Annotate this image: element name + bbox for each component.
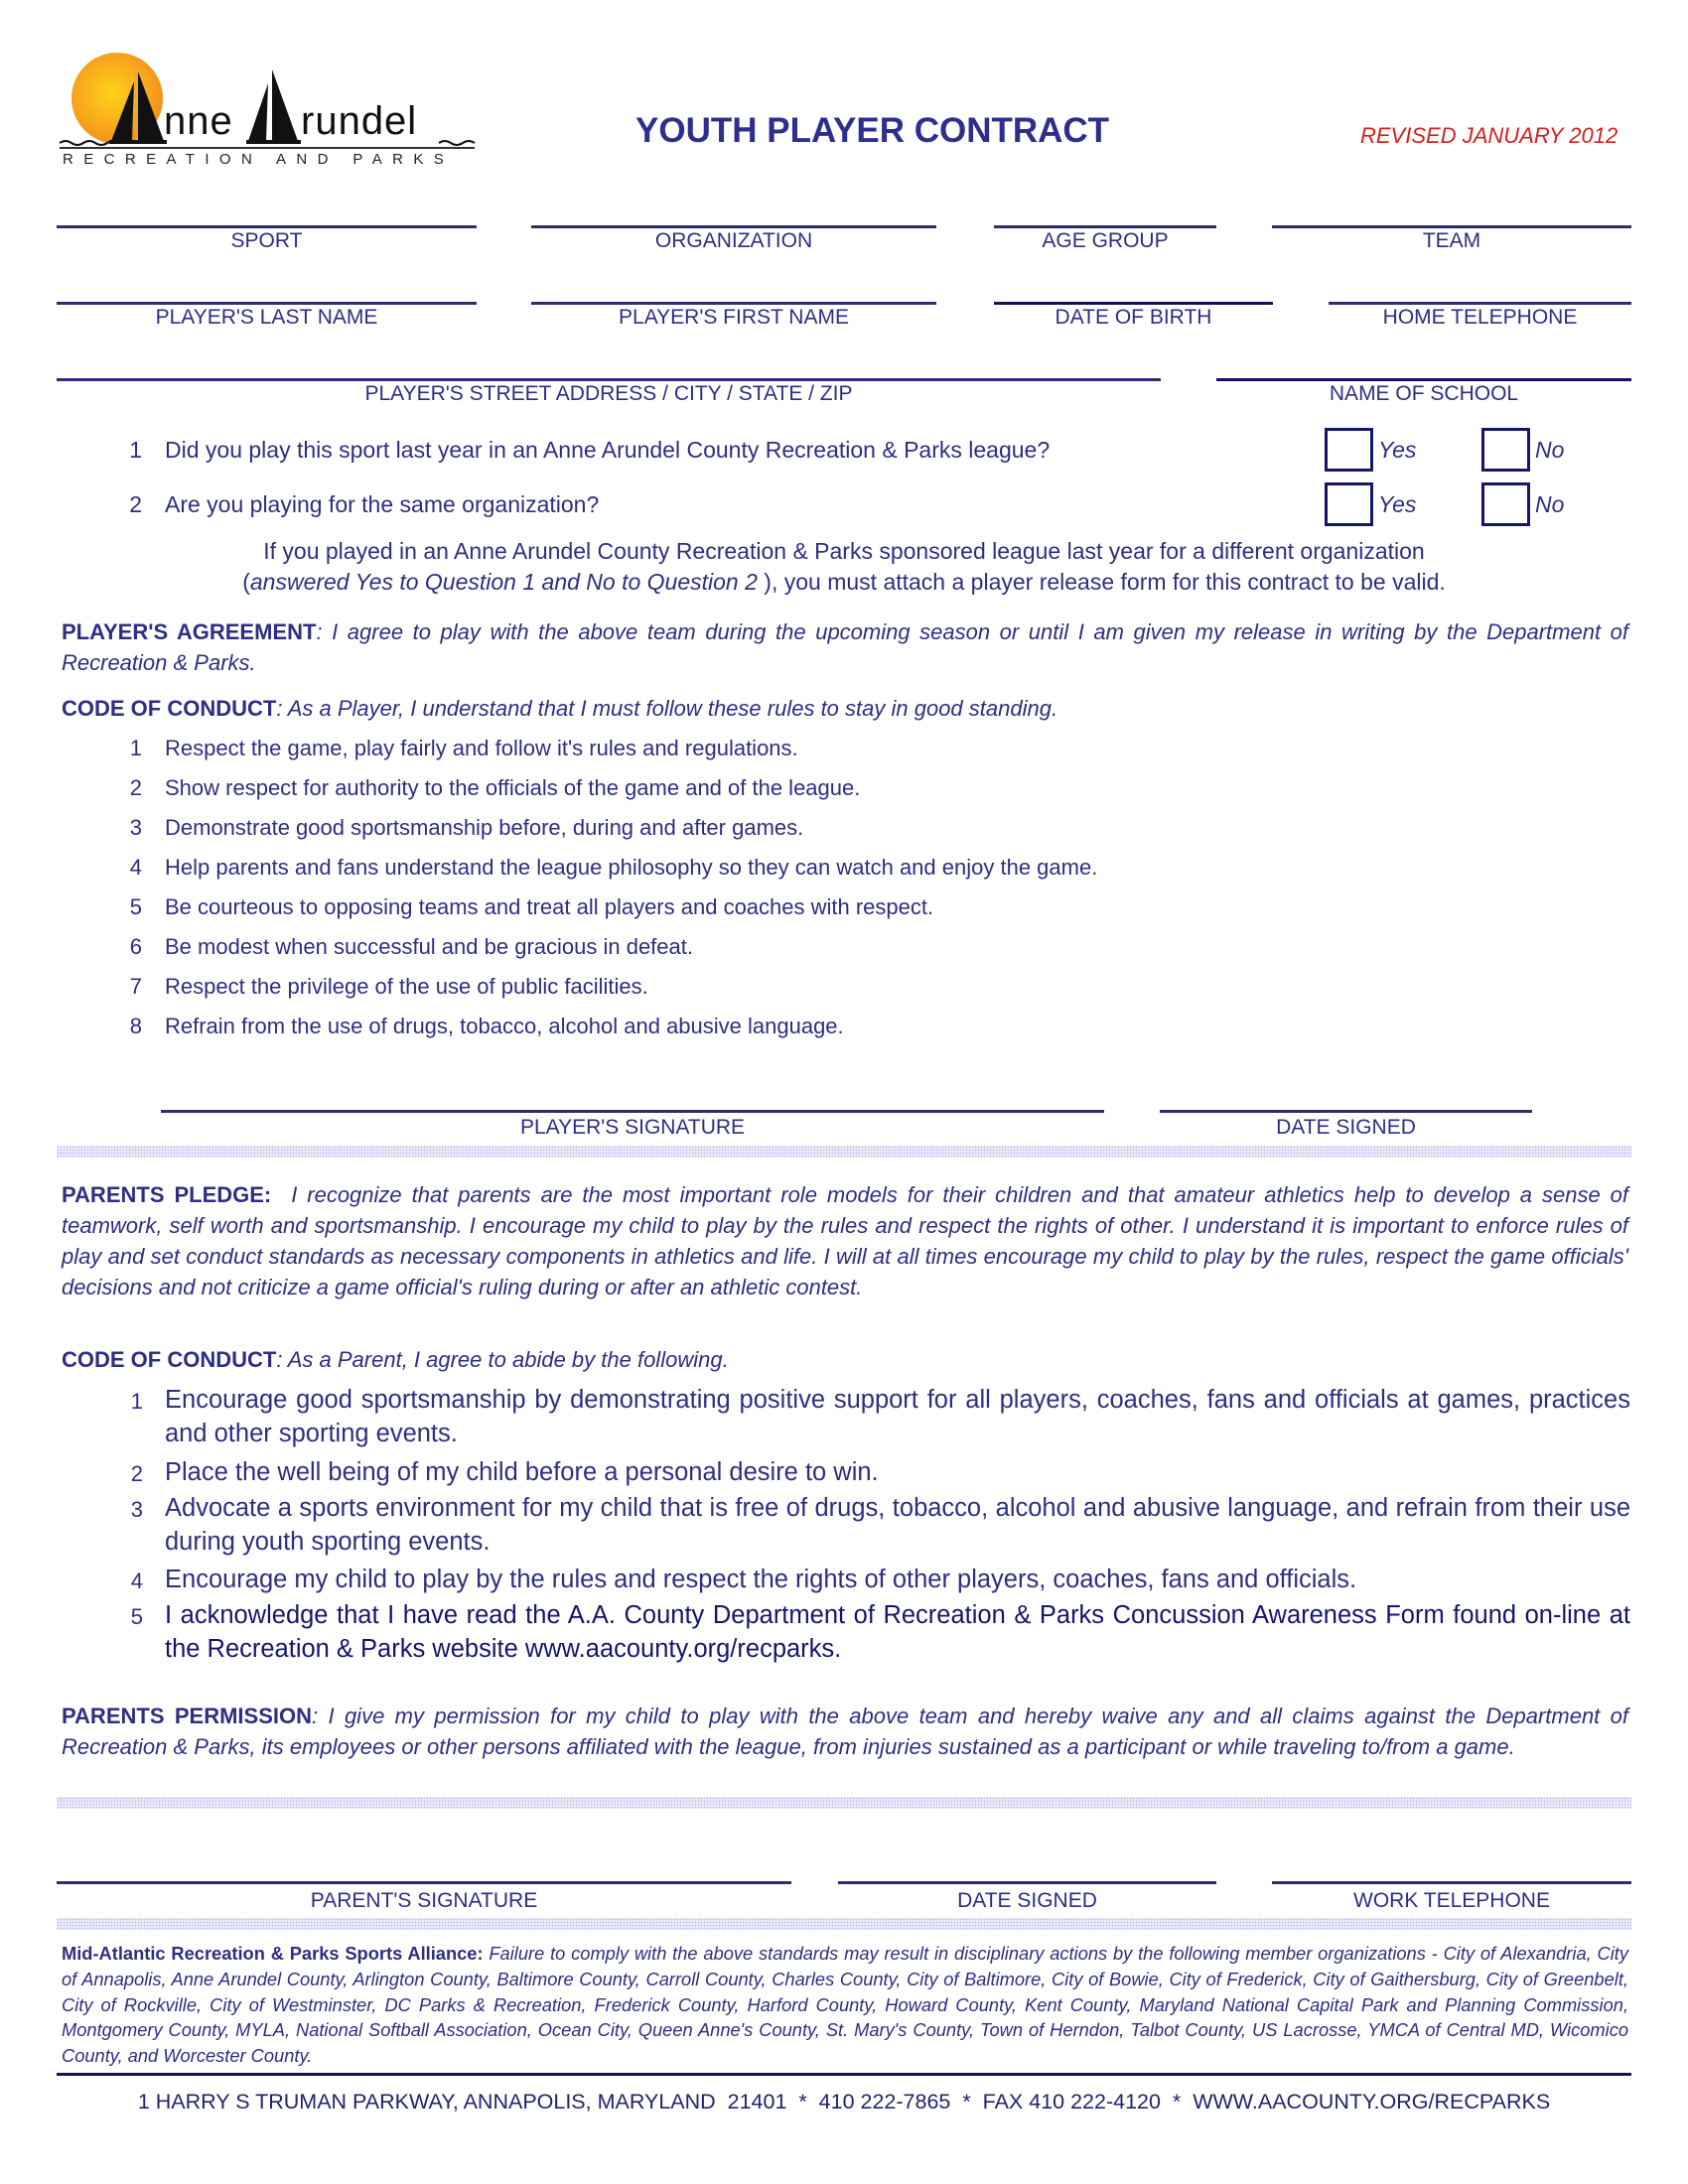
school-label: NAME OF SCHOOL	[1329, 382, 1519, 405]
conduct-item-number: 2	[129, 775, 142, 800]
logo	[55, 52, 482, 171]
address-label: PLAYER'S STREET ADDRESS / CITY / STATE / ZIP	[364, 382, 853, 405]
question-number: 1	[129, 437, 142, 463]
age-group-field[interactable]	[994, 225, 1216, 228]
parents-permission-text: : I give my permission for my child to play with the above team and hereby waive any and all claims against the Department of Recreation & Parks, its employees or other persons affiliated with the league, from injuries sustained as a participant or while traveling to/from a game.	[62, 1704, 1628, 1759]
release-note-requirement: ), you must attach a player release form for this contract to be valid.	[757, 569, 1446, 595]
q2-yes-checkbox[interactable]	[1325, 482, 1373, 526]
parent-conduct-item-text: I acknowledge that I have read the A.A. County Department of Recreation & Parks Concussion Awareness Form found on-line at the Recreation & Parks website www.aacounty.org/recparks.	[165, 1601, 1630, 1663]
parent-conduct-item-number: 3	[130, 1497, 143, 1522]
player-date-signed-field[interactable]	[1160, 1110, 1532, 1113]
parents-pledge-heading: PARENTS PLEDGE:	[62, 1182, 272, 1207]
sport-field[interactable]	[57, 225, 477, 228]
alliance-text: Failure to comply with the above standards may result in disciplinary actions by the following member organizations - City of Alexandria, City of Annapolis, Anne Arundel County, Arlington County, Baltimore County, Carroll County, Charles County, City of Baltimore, City of Bowie, City of Frederick, City of Gaithersburg, City of Greenbelt, City of Rockville, City of Westminster, DC Parks & Recreation, Frederick County, Harford County, Howard County, Kent County, Maryland National Capital Park and Planning Commission, Montgomery County, MYLA, National Softball Association, Ocean City, Queen Anne's County, St. Mary's County, Town of Herndon, Talbot County, US Lacrosse, YMCA of Central MD, Wicomico County, and Worcester County.	[62, 1943, 1628, 2067]
parent-date-signed-field[interactable]	[838, 1881, 1216, 1884]
logo-title-arundel: rundel	[301, 99, 418, 143]
conduct-item-text: Show respect for authority to the officials of the game and of the league.	[165, 775, 861, 800]
parent-conduct-item-text: Place the well being of my child before a personal desire to win.	[165, 1458, 879, 1486]
parent-conduct-item-number: 5	[130, 1604, 143, 1629]
parent-conduct-intro-text: : As a Parent, I agree to abide by the following.	[276, 1347, 729, 1372]
conduct-item-text: Be courteous to opposing teams and treat all players and coaches with respect.	[165, 894, 934, 919]
player-signature-label: PLAYER'S SIGNATURE	[519, 1116, 746, 1139]
logo-title-anne: nne	[164, 99, 233, 143]
parent-conduct-intro	[62, 1344, 1628, 1375]
team-field[interactable]	[1272, 225, 1631, 228]
alliance-notice	[62, 1941, 1628, 2069]
first-name-label: PLAYER'S FIRST NAME	[619, 306, 849, 329]
q1-no-label: No	[1535, 437, 1565, 463]
parent-conduct-item-number: 2	[130, 1461, 143, 1486]
parent-signature-field[interactable]	[57, 1881, 791, 1884]
conduct-item-text: Refrain from the use of drugs, tobacco, alcohol and abusive language.	[165, 1014, 844, 1038]
q1-yes-checkbox[interactable]	[1325, 428, 1373, 472]
q1-yes-label: Yes	[1378, 437, 1417, 463]
organization-label: ORGANIZATION	[654, 229, 813, 252]
home-telephone-label: HOME TELEPHONE	[1382, 306, 1578, 329]
release-note-line2	[57, 569, 1631, 596]
school-field[interactable]	[1216, 378, 1631, 381]
q2-no-label: No	[1535, 491, 1565, 517]
date-of-birth-field[interactable]	[994, 302, 1273, 305]
sail-icon-2	[246, 69, 301, 144]
conduct-item-number: 5	[129, 894, 142, 919]
section-divider	[57, 1918, 1631, 1930]
parents-permission-heading: PARENTS PERMISSION	[62, 1704, 312, 1728]
parents-permission	[62, 1701, 1628, 1762]
parent-conduct-item-text: Encourage my child to play by the rules and respect the rights of other players, coaches, fans and officials.	[165, 1566, 1357, 1593]
players-agreement-heading: PLAYER'S AGREEMENT	[62, 619, 317, 644]
question-number: 2	[129, 491, 142, 517]
conduct-item-text: Demonstrate good sportsmanship before, during and after games.	[165, 815, 804, 840]
parent-conduct-item-text: Advocate a sports environment for my child that is free of drugs, tobacco, alcohol and abusive language, and refrain from their use during youth sporting events.	[165, 1494, 1630, 1556]
conduct-item-text: Help parents and fans understand the league philosophy so they can watch and enjoy the game.	[165, 855, 1098, 880]
last-name-label: PLAYER'S LAST NAME	[155, 306, 378, 329]
alliance-heading: Mid-Atlantic Recreation & Parks Sports Alliance:	[62, 1943, 484, 1964]
team-label: TEAM	[1422, 229, 1481, 252]
parents-pledge-text: I recognize that parents are the most important role models for their children and that amateur athletics help to develop a sense of teamwork, self worth and sportsmanship. I encourage my child to play by the rules and respect the rights of other. I understand it is important to enforce rules of play and set conduct standards as necessary components in athletics and life. I will at all times encourage my child to play by the rules, respect the game officials' decisions and not criticize a game official's ruling during or after an athletic contest.	[62, 1182, 1628, 1299]
player-date-signed-label: DATE SIGNED	[1276, 1116, 1416, 1139]
age-group-label: AGE GROUP	[1042, 229, 1169, 252]
release-note-paren: (	[242, 569, 250, 595]
last-name-field[interactable]	[57, 302, 477, 305]
conduct-item-number: 4	[129, 855, 142, 880]
section-divider	[57, 1146, 1631, 1158]
logo-subtitle: RECREATION AND PARKS	[63, 151, 455, 168]
parent-conduct-item-number: 4	[130, 1569, 143, 1593]
section-divider	[57, 1797, 1631, 1809]
work-telephone-label: WORK TELEPHONE	[1353, 1889, 1550, 1912]
conduct-item-number: 7	[129, 974, 142, 999]
player-signature-field[interactable]	[161, 1110, 1104, 1113]
footer-rule	[57, 2073, 1631, 2076]
conduct-item-number: 8	[129, 1014, 142, 1038]
conduct-item-text: Be modest when successful and be gracious in defeat.	[165, 934, 693, 959]
page-title: YOUTH PLAYER CONTRACT	[635, 111, 1110, 150]
player-conduct-intro	[62, 693, 1628, 724]
sport-label: SPORT	[230, 229, 303, 252]
players-agreement	[62, 616, 1628, 678]
parent-conduct-item-text: Encourage good sportsmanship by demonstrating positive support for all players, coaches, fans and officials at games, practices and other sporting events.	[165, 1386, 1630, 1447]
conduct-item-number: 3	[129, 815, 142, 840]
release-note-line1: If you played in an Anne Arundel County Recreation & Parks sponsored league last year for a different organization	[263, 538, 1425, 564]
footer-address: 1 HARRY S TRUMAN PARKWAY, ANNAPOLIS, MARYLAND 21401 * 410 222-7865 * FAX 410 222-4120 * WWW.AACOUNTY.ORG/RECPARKS	[137, 2090, 1551, 2114]
first-name-field[interactable]	[531, 302, 936, 305]
player-conduct-intro-text: : As a Player, I understand that I must follow these rules to stay in good standing.	[276, 696, 1058, 721]
q2-yes-label: Yes	[1378, 491, 1417, 517]
parent-conduct-item-number: 1	[130, 1389, 143, 1414]
player-conduct-heading: CODE OF CONDUCT	[62, 696, 277, 721]
revised-date: REVISED JANUARY 2012	[1360, 123, 1618, 148]
conduct-item-text: Respect the privilege of the use of public facilities.	[165, 974, 648, 999]
players-agreement-text: : I agree to play with the above team during the upcoming season or until I am given my release in writing by the Department of Recreation & Parks.	[62, 619, 1628, 675]
home-telephone-field[interactable]	[1329, 302, 1631, 305]
q2-no-checkbox[interactable]	[1481, 482, 1530, 526]
parent-date-signed-label: DATE SIGNED	[957, 1889, 1097, 1912]
question-text: Did you play this sport last year in an Anne Arundel County Recreation & Parks league?	[165, 437, 1051, 463]
date-of-birth-label: DATE OF BIRTH	[1055, 306, 1212, 329]
conduct-item-number: 1	[129, 736, 142, 760]
conduct-item-text: Respect the game, play fairly and follow it's rules and regulations.	[165, 736, 798, 760]
release-note-condition: answered Yes to Question 1 and No to Question 2	[249, 569, 758, 595]
address-field[interactable]	[57, 378, 1161, 381]
conduct-item-number: 6	[129, 934, 142, 959]
organization-field[interactable]	[531, 225, 936, 228]
question-text: Are you playing for the same organization?	[165, 491, 600, 517]
q1-no-checkbox[interactable]	[1481, 428, 1530, 472]
parent-conduct-heading: CODE OF CONDUCT	[62, 1347, 277, 1372]
parents-pledge	[62, 1179, 1628, 1302]
parent-signature-label: PARENT'S SIGNATURE	[310, 1889, 538, 1912]
work-telephone-field[interactable]	[1272, 1881, 1631, 1884]
